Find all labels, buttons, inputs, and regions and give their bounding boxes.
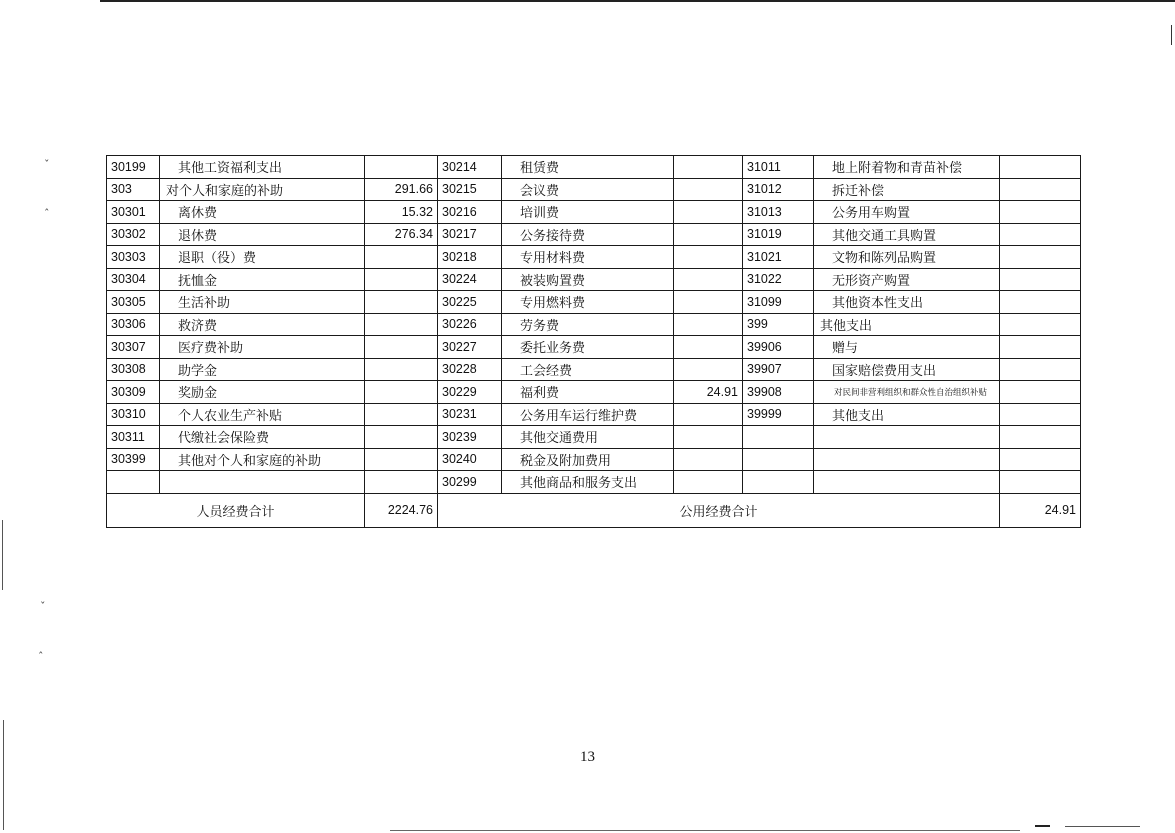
item-name-cell: 公务用车购置 [814,201,1000,224]
code-cell: 30226 [438,313,502,336]
code-cell: 39999 [743,403,814,426]
item-name-cell: 其他工资福利支出 [160,156,365,179]
code-cell: 30229 [438,381,502,404]
table-row [107,358,1081,381]
amount-cell: 291.66 [365,178,438,201]
left-edge-mark [2,520,3,590]
code-cell: 30216 [438,201,502,224]
table-row [107,268,1081,291]
item-name-cell: 代缴社会保险费 [160,426,365,449]
amount-cell [674,336,743,359]
code-cell: 31019 [743,223,814,246]
amount-cell [1000,336,1081,359]
code-cell: 30299 [438,471,502,494]
table-row [107,291,1081,314]
item-name-cell [814,471,1000,494]
scan-speck: ˆ [44,207,50,220]
code-cell: 30301 [107,201,160,224]
amount-cell [365,156,438,179]
code-cell: 30214 [438,156,502,179]
amount-cell [674,223,743,246]
table-body [107,156,1081,494]
public-total-label: 公用经费合计 [438,493,1000,527]
amount-cell [674,426,743,449]
amount-cell [365,246,438,269]
item-name-cell: 其他支出 [814,313,1000,336]
code-cell: 30302 [107,223,160,246]
amount-cell [674,313,743,336]
code-cell: 31022 [743,268,814,291]
amount-cell [365,268,438,291]
item-name-cell: 其他对个人和家庭的补助 [160,448,365,471]
amount-cell [1000,201,1081,224]
code-cell: 39906 [743,336,814,359]
item-name-cell: 其他商品和服务支出 [502,471,674,494]
item-name-cell [160,471,365,494]
expenditure-table [106,155,1081,528]
code-cell [743,426,814,449]
item-name-cell: 会议费 [502,178,674,201]
code-cell: 31012 [743,178,814,201]
item-name-cell: 委托业务费 [502,336,674,359]
bottom-dash-mark [1035,825,1050,827]
item-name-cell: 福利费 [502,381,674,404]
item-name-cell [814,448,1000,471]
item-name-cell: 个人农业生产补贴 [160,403,365,426]
item-name-cell: 专用燃料费 [502,291,674,314]
code-cell: 31099 [743,291,814,314]
amount-cell [674,291,743,314]
item-name-cell: 退职（役）费 [160,246,365,269]
code-cell [107,471,160,494]
table-row [107,381,1081,404]
table-row [107,403,1081,426]
item-name-cell: 抚恤金 [160,268,365,291]
top-border-line [100,0,1175,2]
amount-cell [1000,313,1081,336]
table-row [107,201,1081,224]
code-cell: 399 [743,313,814,336]
code-cell: 31021 [743,246,814,269]
item-name-cell: 无形资产购置 [814,268,1000,291]
item-name-cell: 其他交通工具购置 [814,223,1000,246]
amount-cell [674,403,743,426]
code-cell: 30218 [438,246,502,269]
amount-cell [674,246,743,269]
table-row [107,448,1081,471]
item-name-cell: 离休费 [160,201,365,224]
code-cell [743,448,814,471]
page-number: 13 [580,749,595,765]
item-name-cell [814,426,1000,449]
table-row [107,313,1081,336]
code-cell: 30399 [107,448,160,471]
item-name-cell: 救济费 [160,313,365,336]
amount-cell [1000,268,1081,291]
item-name-cell: 对个人和家庭的补助 [160,178,365,201]
table-row [107,178,1081,201]
item-name-cell: 其他支出 [814,403,1000,426]
code-cell: 39908 [743,381,814,404]
public-total-value: 24.91 [1000,493,1081,527]
item-name-cell: 国家赔偿费用支出 [814,358,1000,381]
amount-cell [1000,358,1081,381]
table-row [107,336,1081,359]
right-edge-mark [1171,25,1172,45]
amount-cell [1000,291,1081,314]
table-row [107,156,1081,179]
amount-cell [365,381,438,404]
code-cell: 30310 [107,403,160,426]
personnel-total-label: 人员经费合计 [107,493,365,527]
code-cell: 30225 [438,291,502,314]
item-name-cell: 其他资本性支出 [814,291,1000,314]
amount-cell [674,471,743,494]
item-name-cell: 生活补助 [160,291,365,314]
item-name-cell: 文物和陈列品购置 [814,246,1000,269]
code-cell: 30231 [438,403,502,426]
amount-cell: 276.34 [365,223,438,246]
amount-cell [1000,381,1081,404]
amount-cell [1000,448,1081,471]
personnel-total-value: 2224.76 [365,493,438,527]
amount-cell [365,426,438,449]
code-cell: 30303 [107,246,160,269]
item-name-cell: 工会经费 [502,358,674,381]
item-name-cell: 助学金 [160,358,365,381]
item-name-cell: 退休费 [160,223,365,246]
item-name-cell: 劳务费 [502,313,674,336]
item-name-cell: 被装购置费 [502,268,674,291]
amount-cell [365,448,438,471]
code-cell: 30306 [107,313,160,336]
code-cell: 30305 [107,291,160,314]
item-name-cell: 其他交通费用 [502,426,674,449]
amount-cell [365,313,438,336]
code-cell: 30215 [438,178,502,201]
bottom-dash-mark-2 [1065,826,1140,827]
amount-cell: 15.32 [365,201,438,224]
amount-cell [674,268,743,291]
amount-cell [365,291,438,314]
amount-cell: 24.91 [674,381,743,404]
code-cell: 30217 [438,223,502,246]
item-name-cell: 专用材料费 [502,246,674,269]
item-name-cell: 培训费 [502,201,674,224]
scan-speck: ˇ [40,600,46,613]
amount-cell [674,448,743,471]
amount-cell [1000,246,1081,269]
code-cell: 30239 [438,426,502,449]
table-row [107,246,1081,269]
code-cell: 30224 [438,268,502,291]
code-cell: 30311 [107,426,160,449]
code-cell: 30227 [438,336,502,359]
totals-row [107,493,1081,527]
scan-speck: ˇ [44,158,50,171]
code-cell [743,471,814,494]
item-name-cell: 租赁费 [502,156,674,179]
item-name-cell: 医疗费补助 [160,336,365,359]
code-cell: 30308 [107,358,160,381]
amount-cell [1000,178,1081,201]
amount-cell [1000,426,1081,449]
amount-cell [1000,471,1081,494]
amount-cell [1000,156,1081,179]
item-name-cell: 对民间非营利组织和群众性自治组织补贴 [814,381,1000,404]
item-name-cell: 地上附着物和青苗补偿 [814,156,1000,179]
code-cell: 31011 [743,156,814,179]
amount-cell [674,358,743,381]
item-name-cell: 奖励金 [160,381,365,404]
table-row [107,223,1081,246]
amount-cell [674,201,743,224]
amount-cell [1000,223,1081,246]
left-edge-mark-lower [3,720,4,830]
table-row [107,426,1081,449]
item-name-cell: 公务接待费 [502,223,674,246]
code-cell: 30228 [438,358,502,381]
scan-speck: ˆ [38,650,44,663]
amount-cell [674,156,743,179]
code-cell: 303 [107,178,160,201]
item-name-cell: 赠与 [814,336,1000,359]
code-cell: 30304 [107,268,160,291]
item-name-cell: 税金及附加费用 [502,448,674,471]
amount-cell [365,471,438,494]
amount-cell [365,358,438,381]
item-name-cell: 公务用车运行维护费 [502,403,674,426]
code-cell: 30240 [438,448,502,471]
code-cell: 30307 [107,336,160,359]
bottom-border-line [390,830,1020,831]
amount-cell [365,336,438,359]
amount-cell [365,403,438,426]
code-cell: 31013 [743,201,814,224]
code-cell: 39907 [743,358,814,381]
amount-cell [1000,403,1081,426]
table-row [107,471,1081,494]
code-cell: 30309 [107,381,160,404]
item-name-cell: 拆迁补偿 [814,178,1000,201]
code-cell: 30199 [107,156,160,179]
amount-cell [674,178,743,201]
